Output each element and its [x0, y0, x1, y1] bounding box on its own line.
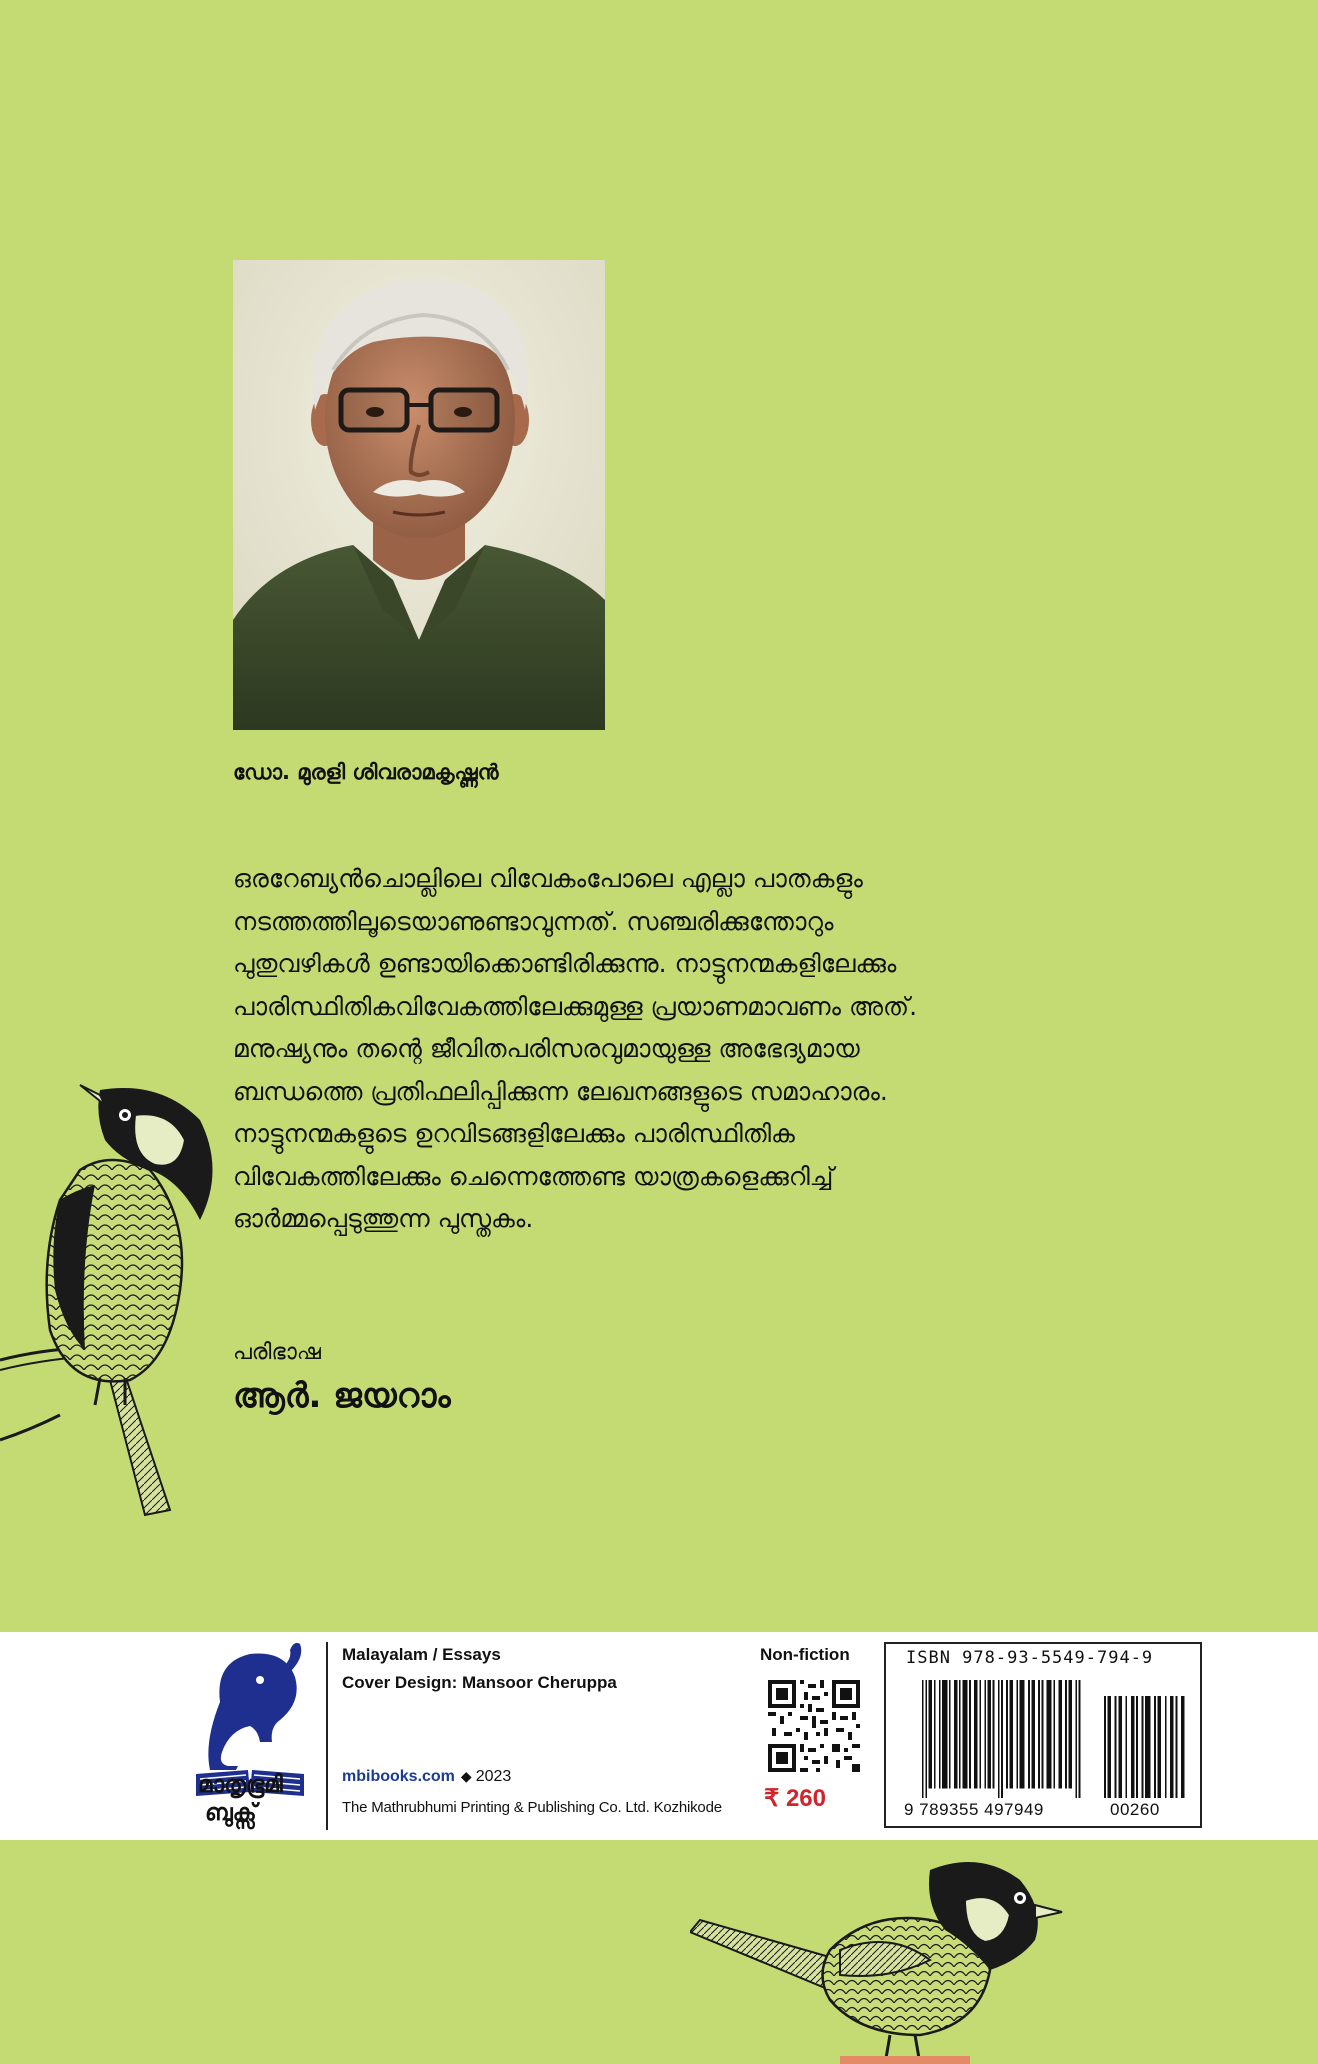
price-label: ₹ 260 — [764, 1785, 826, 1812]
barcode-addon-number: 00260 — [1110, 1800, 1160, 1819]
blurb-line: വിവേകത്തിലേക്കും ചെന്നെത്തേണ്ട യാത്രകളെക്കുറിച്ച് — [233, 1161, 834, 1191]
genre-label: Malayalam / Essays — [342, 1645, 501, 1664]
blurb-line: പാരിസ്ഥിതികവിവേകത്തിലേക്കുമുള്ള പ്രയാണമാവണം അത്. — [233, 991, 918, 1021]
blurb-line: നാട്ടുനന്മകളുടെ ഉറവിടങ്ങളിലേക്കും പാരിസ്ഥിതിക — [233, 1119, 795, 1148]
divider — [326, 1642, 328, 1830]
diamond-separator-icon: ◆ — [460, 1768, 472, 1784]
blurb-line: നടത്തത്തിലൂടെയാണുണ്ടാവുന്നത്. സഞ്ചരിക്കുന്തോറും — [233, 906, 834, 936]
blurb-line: ബന്ധത്തെ പ്രതിഫലിപ്പിക്കുന്ന ലേഖനങ്ങളുടെ സമാഹാരം. — [233, 1076, 888, 1106]
isbn-label: ISBN 978-93-5549-794-9 — [906, 1648, 1154, 1668]
website-link[interactable]: mbibooks.com — [342, 1768, 455, 1785]
blurb-line: ഒരറേബ്യൻചൊല്ലിലെ വിവേകംപോലെ എല്ലാ പാതകളും — [233, 864, 863, 893]
barcode-icon — [922, 1680, 1082, 1798]
website-line — [342, 1768, 511, 1786]
qr-code-icon[interactable] — [768, 1680, 860, 1772]
cover-design-credit: Cover Design: Mansoor Cheruppa — [342, 1673, 617, 1692]
category-label: Non-fiction — [760, 1645, 850, 1664]
author-portrait-icon — [233, 260, 605, 730]
publication-year: 2023 — [475, 1768, 512, 1785]
author-name: ഡോ. മുരളി ശിവരാമകൃഷ്ണൻ — [233, 760, 499, 784]
publisher-logo-text: മാതൃഭൂമി — [198, 1772, 283, 1798]
publisher-logo-text: ബുക്സ് — [205, 1800, 257, 1826]
barcode-addon-icon — [1104, 1696, 1188, 1798]
translator-label: പരിഭാഷ — [233, 1340, 321, 1365]
blurb — [233, 858, 1133, 1241]
barcode-number: 9 789355 497949 — [904, 1800, 1044, 1819]
author-photo — [233, 260, 605, 730]
blurb-line: മനുഷ്യനും തന്റെ ജീവിതപരിസരവുമായുള്ള അഭേദ്യമായ — [233, 1034, 860, 1063]
bird-illustration-icon — [690, 1850, 1070, 2064]
blurb-line: ഓർമ്മപ്പെടുത്തുന്ന പുസ്തകം. — [233, 1204, 534, 1233]
translator-name: ആർ. ജയറാം — [233, 1376, 451, 1416]
bird-illustration-icon — [0, 1060, 240, 1520]
publisher-name: The Mathrubhumi Printing & Publishing Co. Ltd. Kozhikode — [342, 1799, 722, 1816]
blurb-line: പുതുവഴികൾ ഉണ്ടായിക്കൊണ്ടിരിക്കുന്നു. നാട്ടുനന്മകളിലേക്കും — [233, 949, 897, 978]
